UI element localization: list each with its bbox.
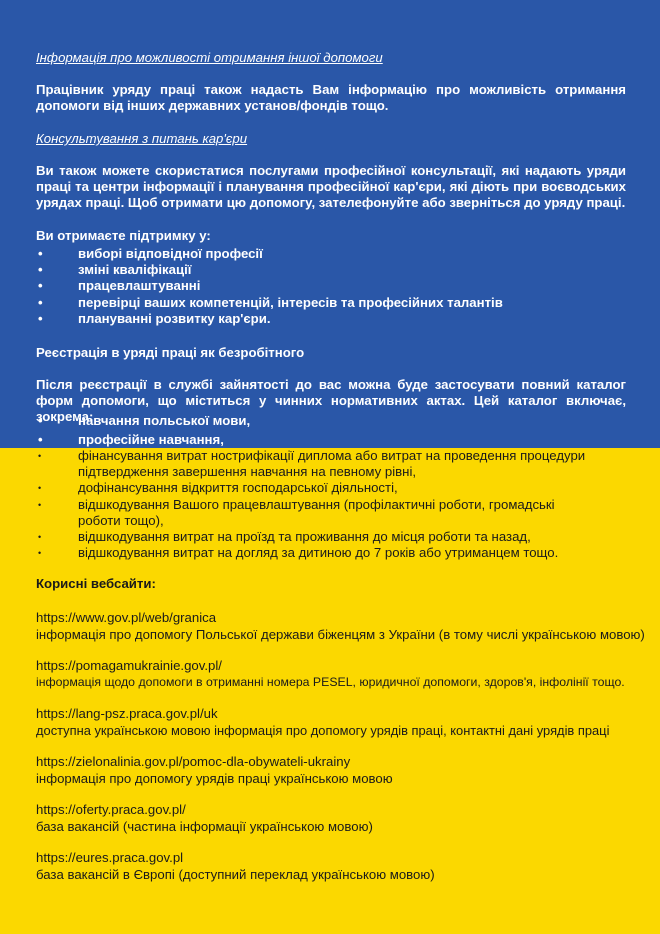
- registration-text: Після реєстрації в службі зайнятості до вас можна буде застосувати повний каталог форм допомоги, що міститься у чинних нормативних актах. Цей каталог включає, зокрема:: [36, 377, 626, 424]
- website-description: доступна українською мовою інформація про допомогу урядів праці, контактні дані урядів праці: [36, 723, 610, 738]
- list-item: • зміні кваліфікації: [36, 262, 626, 278]
- website-description: інформація про допомогу урядів праці українською мовою: [36, 771, 393, 786]
- website-description: база вакансій (частина інформації українською мовою): [36, 819, 373, 834]
- list-item: • плануванні розвитку кар'єри.: [36, 311, 626, 327]
- registration-list-blue: [36, 411, 626, 449]
- career-title: Консультування з питань кар'єри: [36, 131, 248, 146]
- website-entry: [36, 753, 636, 787]
- list-item: • перевірці ваших компетенцій, інтересів та професійних талантів: [36, 295, 626, 311]
- website-link[interactable]: https://pomagamukrainie.gov.pl/: [36, 658, 222, 673]
- list-item: • відшкодування Вашого працевлаштування (профілактичні роботи, громадські роботи тощо),: [36, 497, 596, 529]
- career-text: Ви також можете скористатися послугами професійної консультації, які надають уряди праці та центри інформації і планування професійної кар'єри, які діють при воєводських урядах праці. Щоб отримати цю допомогу, зателефонуйте або зверніться до уряду праці.: [36, 163, 626, 210]
- websites-title: Корисні вебсайти:: [36, 576, 156, 591]
- list-item: • працевлаштуванні: [36, 278, 626, 294]
- list-item: • навчання польської мови,: [36, 411, 626, 430]
- support-intro: Ви отримаєте підтримку у:: [36, 228, 211, 243]
- registration-title: Реєстрація в уряді праці як безробітного: [36, 345, 305, 360]
- registration-list-yellow: [36, 448, 596, 561]
- website-entry: [36, 801, 636, 835]
- list-item: • фінансування витрат нострифікації диплома або витрат на проведення процедури підтвердження завершення навчання на певному рівні,: [36, 448, 596, 480]
- website-description: база вакансій в Європі (доступний переклад українською мовою): [36, 867, 435, 882]
- website-link[interactable]: https://zielonalinia.gov.pl/pomoc-dla-obywateli-ukrainy: [36, 754, 351, 769]
- website-link[interactable]: https://eures.praca.gov.pl: [36, 850, 184, 865]
- website-entry: [36, 657, 636, 691]
- website-entry: [36, 609, 645, 643]
- website-link[interactable]: https://lang-psz.praca.gov.pl/uk: [36, 706, 218, 721]
- other-help-title: Інформація про можливості отримання іншої допомоги: [36, 50, 383, 65]
- website-link[interactable]: https://oferty.praca.gov.pl/: [36, 802, 186, 817]
- list-item: • відшкодування витрат на догляд за дитиною до 7 років або утриманцем тощо.: [36, 545, 596, 561]
- website-description: інформація щодо допомоги в отриманні номера PESEL, юридичної допомоги, здоров'я, інфолінії тощо.: [36, 675, 625, 689]
- list-item: • професійне навчання,: [36, 430, 626, 449]
- list-item: • дофінансування відкриття господарської діяльності,: [36, 480, 596, 496]
- list-item: • виборі відповідної професії: [36, 246, 626, 262]
- website-entry: [36, 705, 636, 739]
- support-list: [36, 246, 626, 327]
- other-help-text: Працівник уряду праці також надасть Вам інформацію про можливість отримання допомоги від інших державних установ/фондів тощо.: [36, 82, 626, 113]
- list-item: • відшкодування витрат на проїзд та проживання до місця роботи та назад,: [36, 529, 596, 545]
- website-link[interactable]: https://www.gov.pl/web/granica: [36, 610, 217, 625]
- website-entry: [36, 849, 636, 883]
- website-description: інформація про допомогу Польської держави біженцям з України (в тому числі українською мовою): [36, 627, 645, 642]
